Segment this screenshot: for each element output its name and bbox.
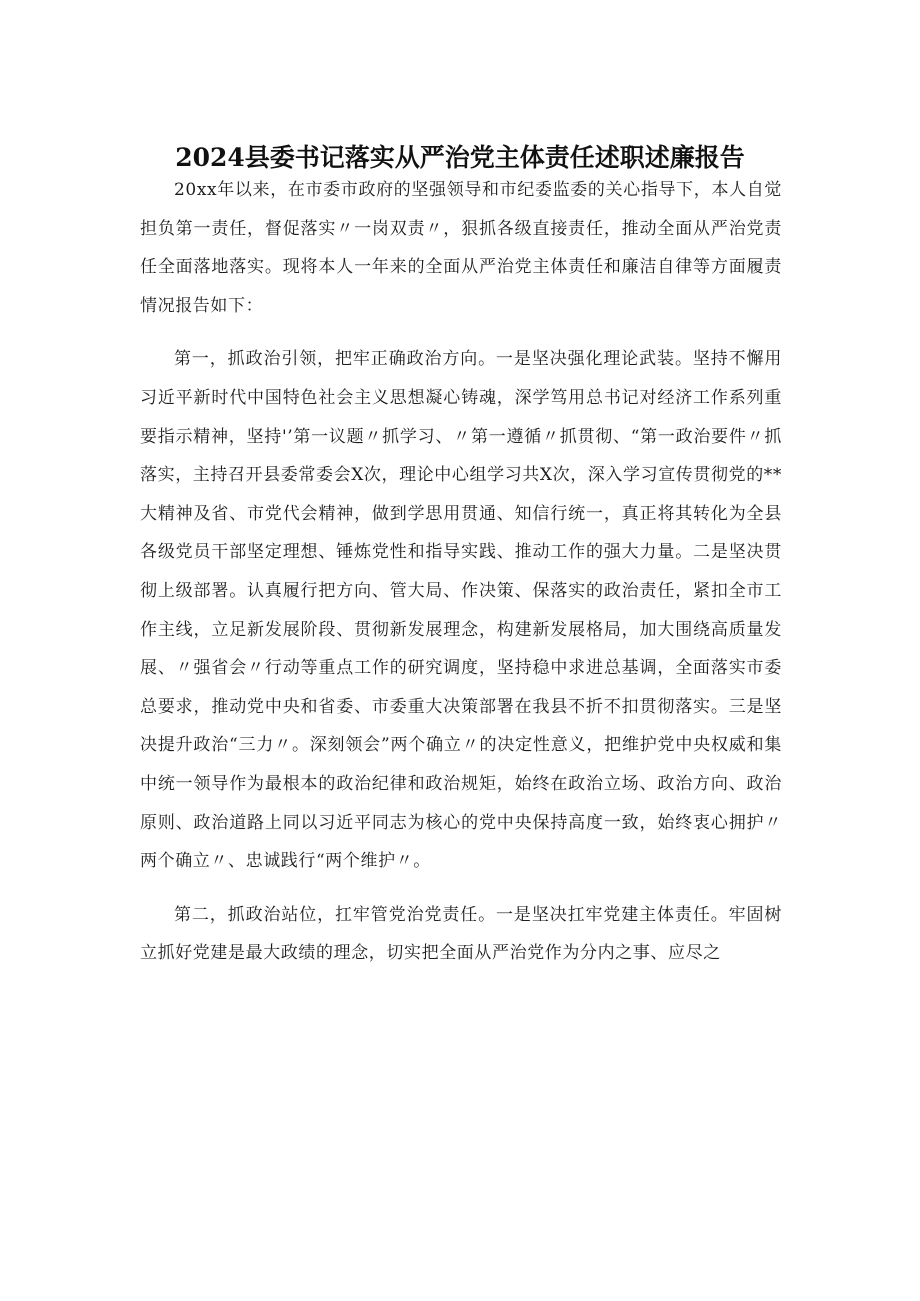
paragraph-intro: 20xx年以来，在市委市政府的坚强领导和市纪委监委的关心指导下，本人自觉担负第一责任，督促落实〃一岗双责〃，狠抓各级直接责任，推动全面从严治党责任全面落地落实。现将本人一年来的全面从严治党主体责任和廉洁自律等方面履责情况报告如下：: [140, 180, 782, 316]
paragraph-first-point: 第一，抓政治引领，把牢正确政治方向。一是坚决强化理论武装。坚持不懈用习近平新时代中国特色社会主义思想凝心铸魂，深学笃用总书记对经济工作系列重要指示精神，坚持'’第一议题〃抓学习、〃第一遵循〃抓贯彻、“第一政治要件〃抓落实，主持召开县委常委会X次，理论中心组学习共X次，深入学习宣传贯彻党的**大精神及省、市党代会精神，做到学思用贯通、知信行统一，真正将其转化为全县各级党员干部坚定理想、锤炼党性和指导实践、推动工作的强大力量。二是坚决贯彻上级部署。认真履行把方向、管大局、作决策、保落实的政治责任，紧扣全市工作主线，立足新发展阶段、贯彻新发展理念，构建新发展格局，加大围绕高质量发展、〃强省会〃行动等重点工作的研究调度，坚持稳中求进总基调，全面落实市委总要求，推动党中央和省委、市委重大决策部署在我县不折不扣贯彻落实。三是坚决提升政治“三力〃。深刻领会”两个确立〃的决定性意义，把维护党中央权威和集中统一领导作为最根本的政治纪律和政治规矩，始终在政治立场、政治方向、政治原则、政治道路上同以习近平同志为核心的党中央保持高度一致，始终衷心拥护〃两个确立〃、忠诚践行“两个维护〃。: [140, 349, 783, 872]
document-title: 2024县委书记落实从严治党主体责任述职述廉报告: [175, 143, 745, 172]
paragraph-gap: [140, 881, 782, 896]
paragraph-second-point: 第二，抓政治站位，扛牢管党治党责任。一是坚决扛牢党建主体责任。牢固树立抓好党建是最大政绩的理念，切实把全面从严治党作为分内之事、应尽之: [140, 904, 782, 964]
paragraph-gap: [140, 325, 782, 340]
document-body: [140, 171, 782, 973]
